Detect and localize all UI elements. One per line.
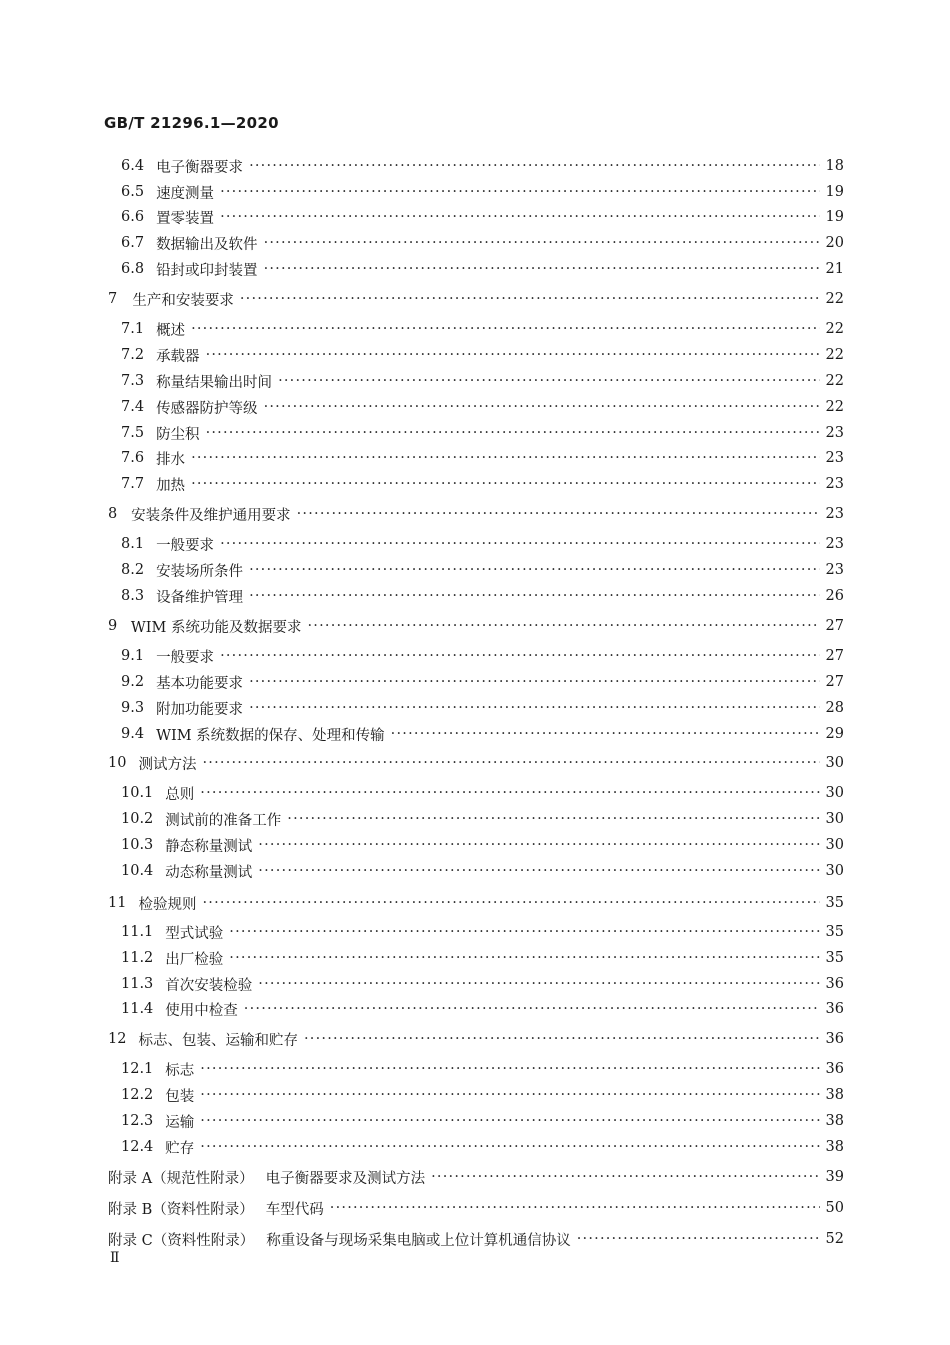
toc-entry[interactable] xyxy=(121,947,844,969)
toc-entry[interactable] xyxy=(108,1028,844,1050)
toc-entry-title: 基本功能要求 xyxy=(156,675,244,692)
toc-entry[interactable] xyxy=(121,155,844,177)
toc-leader-dots xyxy=(258,863,819,879)
toc-entry-title: 速度测量 xyxy=(156,185,215,202)
toc-entry-number: 6.5 xyxy=(121,184,145,200)
toc-leader-dots xyxy=(258,976,819,992)
toc-leader-dots xyxy=(249,700,819,716)
toc-entry[interactable] xyxy=(121,585,844,607)
toc-leader-dots xyxy=(330,1200,820,1216)
toc-entry-title: 概述 xyxy=(156,322,186,339)
toc-entry-page: 22 xyxy=(825,291,844,307)
toc-entry[interactable] xyxy=(121,473,844,495)
toc-entry[interactable] xyxy=(108,1166,844,1188)
toc-entry-title: 称量结果输出时间 xyxy=(156,374,273,391)
toc-leader-dots xyxy=(220,648,819,664)
toc-leader-dots xyxy=(287,811,819,827)
toc-entry-page: 30 xyxy=(825,837,844,853)
toc-entry-page: 23 xyxy=(825,450,844,466)
toc-entry-title: 安装条件及维护通用要求 xyxy=(131,507,291,524)
toc-entry-number: 7.4 xyxy=(121,399,145,415)
toc-entry-page: 18 xyxy=(825,158,844,174)
toc-entry[interactable] xyxy=(121,1110,844,1132)
toc-entry-page: 27 xyxy=(825,674,844,690)
toc-entry-page: 28 xyxy=(825,700,844,716)
toc-leader-dots xyxy=(249,674,819,690)
toc-entry-title: 型式试验 xyxy=(165,925,224,942)
toc-leader-dots xyxy=(200,1061,819,1077)
toc-entry[interactable] xyxy=(121,697,844,719)
toc-entry-page: 35 xyxy=(825,895,844,911)
toc-entry-number: 8 xyxy=(108,506,118,522)
toc-entry-number: 6.4 xyxy=(121,158,145,174)
toc-entry[interactable] xyxy=(121,1136,844,1158)
toc-entry[interactable] xyxy=(121,232,844,254)
toc-entry-title: 静态称量测试 xyxy=(165,838,253,855)
toc-entry-title: 铅封或印封装置 xyxy=(156,262,258,279)
toc-entry-title: 包装 xyxy=(165,1088,195,1105)
toc-entry-number: 11.3 xyxy=(121,976,154,992)
toc-entry-page: 30 xyxy=(825,811,844,827)
toc-entry-page: 38 xyxy=(825,1087,844,1103)
toc-entry-title: 首次安装检验 xyxy=(165,977,253,994)
toc-entry[interactable] xyxy=(108,752,844,774)
toc-entry-page: 23 xyxy=(825,476,844,492)
page-number: Ⅱ xyxy=(110,1250,120,1266)
toc-entry-page: 23 xyxy=(825,536,844,552)
toc-entry-title: 电子衡器要求及测试方法 xyxy=(265,1170,426,1187)
toc-entry[interactable] xyxy=(108,503,844,525)
toc-entry-title: 设备维护管理 xyxy=(156,589,244,606)
toc-leader-dots xyxy=(229,950,819,966)
toc-leader-dots xyxy=(264,235,820,251)
toc-entry[interactable] xyxy=(108,892,844,914)
toc-leader-dots xyxy=(191,321,819,337)
toc-entry-page: 27 xyxy=(825,618,844,634)
toc-leader-dots xyxy=(200,1139,819,1155)
toc-entry-page: 21 xyxy=(825,261,844,277)
toc-entry-number: 10.4 xyxy=(121,863,154,879)
toc-entry-page: 26 xyxy=(825,588,844,604)
toc-leader-dots xyxy=(206,425,820,441)
toc-entry-page: 52 xyxy=(825,1231,844,1247)
toc-entry[interactable] xyxy=(108,1228,844,1250)
toc-entry[interactable] xyxy=(108,288,844,310)
toc-entry-title: 安装场所条件 xyxy=(156,563,244,580)
toc-entry[interactable] xyxy=(121,559,844,581)
toc-entry-page: 50 xyxy=(825,1200,844,1216)
toc-leader-dots xyxy=(202,895,819,911)
toc-leader-dots xyxy=(258,837,819,853)
toc-entry-number: 10 xyxy=(108,755,127,771)
toc-entry-title: 出厂检验 xyxy=(165,951,224,968)
toc-entry[interactable] xyxy=(121,671,844,693)
toc-entry-page: 20 xyxy=(825,235,844,251)
toc-leader-dots xyxy=(304,1031,820,1047)
toc-entry-number: 11.4 xyxy=(121,1001,154,1017)
toc-leader-dots xyxy=(220,209,819,225)
toc-entry[interactable] xyxy=(121,1084,844,1106)
toc-entry[interactable] xyxy=(121,645,844,667)
toc-entry-number: 6.7 xyxy=(121,235,145,251)
toc-leader-dots xyxy=(391,726,820,742)
toc-entry-number: 12.2 xyxy=(121,1087,154,1103)
toc-leader-dots xyxy=(249,158,819,174)
toc-entry-number: 10.2 xyxy=(121,811,154,827)
toc-entry-number: 7.5 xyxy=(121,425,145,441)
toc-entry-number: 6.8 xyxy=(121,261,145,277)
toc-entry-number: 9 xyxy=(108,618,118,634)
toc-entry[interactable] xyxy=(121,422,844,444)
toc-entry-number: 8.2 xyxy=(121,562,145,578)
toc-entry-title: 一般要求 xyxy=(156,537,215,554)
toc-entry-page: 19 xyxy=(825,209,844,225)
toc-entry-title: 车型代码 xyxy=(265,1201,324,1218)
toc-entry-title: 承载器 xyxy=(156,348,200,365)
toc-leader-dots xyxy=(220,536,819,552)
toc-entry-page: 27 xyxy=(825,648,844,664)
toc-entry-title: 生产和安装要求 xyxy=(132,292,234,309)
toc-entry-number: 10.1 xyxy=(121,785,154,801)
toc-entry[interactable] xyxy=(121,533,844,555)
toc-entry-page: 35 xyxy=(825,924,844,940)
toc-entry-number: 7.1 xyxy=(121,321,145,337)
toc-entry-title: WIM 系统数据的保存、处理和传输 xyxy=(156,727,385,744)
toc-entry-page: 38 xyxy=(825,1139,844,1155)
toc-entry-page: 30 xyxy=(825,755,844,771)
document-id-header: GB/T 21296.1—2020 xyxy=(104,114,279,132)
toc-entry[interactable] xyxy=(121,181,844,203)
toc-leader-dots xyxy=(264,399,820,415)
toc-entry[interactable] xyxy=(121,860,844,882)
toc-entry[interactable] xyxy=(121,973,844,995)
toc-entry-number: 8.1 xyxy=(121,536,145,552)
toc-leader-dots xyxy=(307,618,819,634)
toc-entry[interactable] xyxy=(121,447,844,469)
toc-entry[interactable] xyxy=(121,998,844,1020)
toc-entry-number: 12.4 xyxy=(121,1139,154,1155)
toc-entry-page: 29 xyxy=(825,726,844,742)
toc-entry-page: 36 xyxy=(825,976,844,992)
toc-entry-page: 19 xyxy=(825,184,844,200)
toc-leader-dots xyxy=(206,347,820,363)
toc-entry-number: 9.4 xyxy=(121,726,145,742)
toc-entry-title: 一般要求 xyxy=(156,649,215,666)
toc-entry-title: 电子衡器要求 xyxy=(156,159,244,176)
toc-entry[interactable] xyxy=(121,258,844,280)
toc-entry-page: 22 xyxy=(825,347,844,363)
toc-entry-title: 使用中检查 xyxy=(165,1002,238,1019)
toc-leader-dots xyxy=(278,373,819,389)
toc-leader-dots xyxy=(577,1231,820,1247)
toc-entry-page: 22 xyxy=(825,373,844,389)
toc-entry-title: 检验规则 xyxy=(138,896,197,913)
toc-entry-title: 贮存 xyxy=(165,1140,195,1157)
toc-leader-dots xyxy=(200,1087,819,1103)
toc-entry-number: 11.2 xyxy=(121,950,154,966)
toc-entry-title: 标志 xyxy=(165,1062,195,1079)
toc-entry-number: 11 xyxy=(108,895,127,911)
toc-entry-number: 9.3 xyxy=(121,700,145,716)
toc-entry[interactable] xyxy=(108,615,844,637)
toc-leader-dots xyxy=(244,1001,820,1017)
toc-entry[interactable] xyxy=(121,206,844,228)
toc-leader-dots xyxy=(240,291,820,307)
toc-entry-number: 12.3 xyxy=(121,1113,154,1129)
toc-entry-title: 数据输出及软件 xyxy=(156,236,258,253)
toc-entry-number: 7 xyxy=(108,291,118,307)
toc-entry-page: 38 xyxy=(825,1113,844,1129)
toc-entry-page: 22 xyxy=(825,321,844,337)
toc-entry-page: 39 xyxy=(825,1169,844,1185)
toc-entry[interactable] xyxy=(121,808,844,830)
toc-entry-page: 23 xyxy=(825,506,844,522)
toc-entry-title: 置零装置 xyxy=(156,210,215,227)
toc-leader-dots xyxy=(249,588,819,604)
toc-entry-number: 12 xyxy=(108,1031,127,1047)
toc-entry-page: 36 xyxy=(825,1031,844,1047)
toc-leader-dots xyxy=(200,785,819,801)
toc-entry-title: 称重设备与现场采集电脑或上位计算机通信协议 xyxy=(266,1232,571,1249)
toc-entry-title: 总则 xyxy=(165,786,195,803)
toc-entry-page: 36 xyxy=(825,1001,844,1017)
toc-entry-title: 测试前的准备工作 xyxy=(165,812,282,829)
toc-entry-number: 11.1 xyxy=(121,924,154,940)
toc-leader-dots xyxy=(200,1113,819,1129)
toc-entry-number: 7.2 xyxy=(121,347,145,363)
toc-entry-title: 传感器防护等级 xyxy=(156,400,258,417)
toc-entry-title: 排水 xyxy=(156,451,186,468)
toc-entry[interactable] xyxy=(121,370,844,392)
toc-entry[interactable] xyxy=(121,344,844,366)
toc-leader-dots xyxy=(264,261,820,277)
toc-entry[interactable] xyxy=(121,1058,844,1080)
toc-entry[interactable] xyxy=(108,1197,844,1219)
toc-entry-title: 运输 xyxy=(165,1114,195,1131)
toc-entry[interactable] xyxy=(121,782,844,804)
toc-entry-number: 9.1 xyxy=(121,648,145,664)
toc-entry-number: 附录 B（资料性附录） xyxy=(108,1201,254,1218)
toc-entry-title: 加热 xyxy=(156,477,186,494)
toc-entry-title: 附加功能要求 xyxy=(156,701,244,718)
toc-entry-page: 30 xyxy=(825,863,844,879)
toc-entry[interactable] xyxy=(121,396,844,418)
toc-entry-title: 测试方法 xyxy=(138,756,197,773)
toc-entry-number: 附录 C（资料性附录） xyxy=(108,1232,255,1249)
toc-leader-dots xyxy=(297,506,820,522)
toc-leader-dots xyxy=(191,450,819,466)
toc-entry-page: 30 xyxy=(825,785,844,801)
toc-entry-number: 9.2 xyxy=(121,674,145,690)
toc-entry[interactable] xyxy=(121,318,844,340)
toc-leader-dots xyxy=(249,562,819,578)
toc-leader-dots xyxy=(431,1169,819,1185)
toc-entry-number: 8.3 xyxy=(121,588,145,604)
toc-leader-dots xyxy=(229,924,819,940)
toc-entry-number: 7.7 xyxy=(121,476,145,492)
toc-leader-dots xyxy=(191,476,819,492)
toc-entry[interactable] xyxy=(121,834,844,856)
toc-entry-title: 动态称量测试 xyxy=(165,864,253,881)
toc-entry-page: 35 xyxy=(825,950,844,966)
toc-leader-dots xyxy=(220,184,819,200)
toc-entry-title: WIM 系统功能及数据要求 xyxy=(130,619,302,636)
toc-entry-page: 36 xyxy=(825,1061,844,1077)
toc-entry-page: 23 xyxy=(825,425,844,441)
toc-entry[interactable] xyxy=(121,921,844,943)
toc-entry-number: 12.1 xyxy=(121,1061,154,1077)
toc-entry-number: 6.6 xyxy=(121,209,145,225)
toc-entry-number: 7.6 xyxy=(121,450,145,466)
toc-entry-title: 标志、包装、运输和贮存 xyxy=(138,1032,298,1049)
toc-entry[interactable] xyxy=(121,723,844,745)
toc-entry-page: 22 xyxy=(825,399,844,415)
toc-entry-page: 23 xyxy=(825,562,844,578)
toc-leader-dots xyxy=(202,755,819,771)
toc-entry-title: 防尘积 xyxy=(156,426,200,443)
toc-entry-number: 附录 A（规范性附录） xyxy=(108,1170,254,1187)
toc-entry-number: 10.3 xyxy=(121,837,154,853)
toc-entry-number: 7.3 xyxy=(121,373,145,389)
